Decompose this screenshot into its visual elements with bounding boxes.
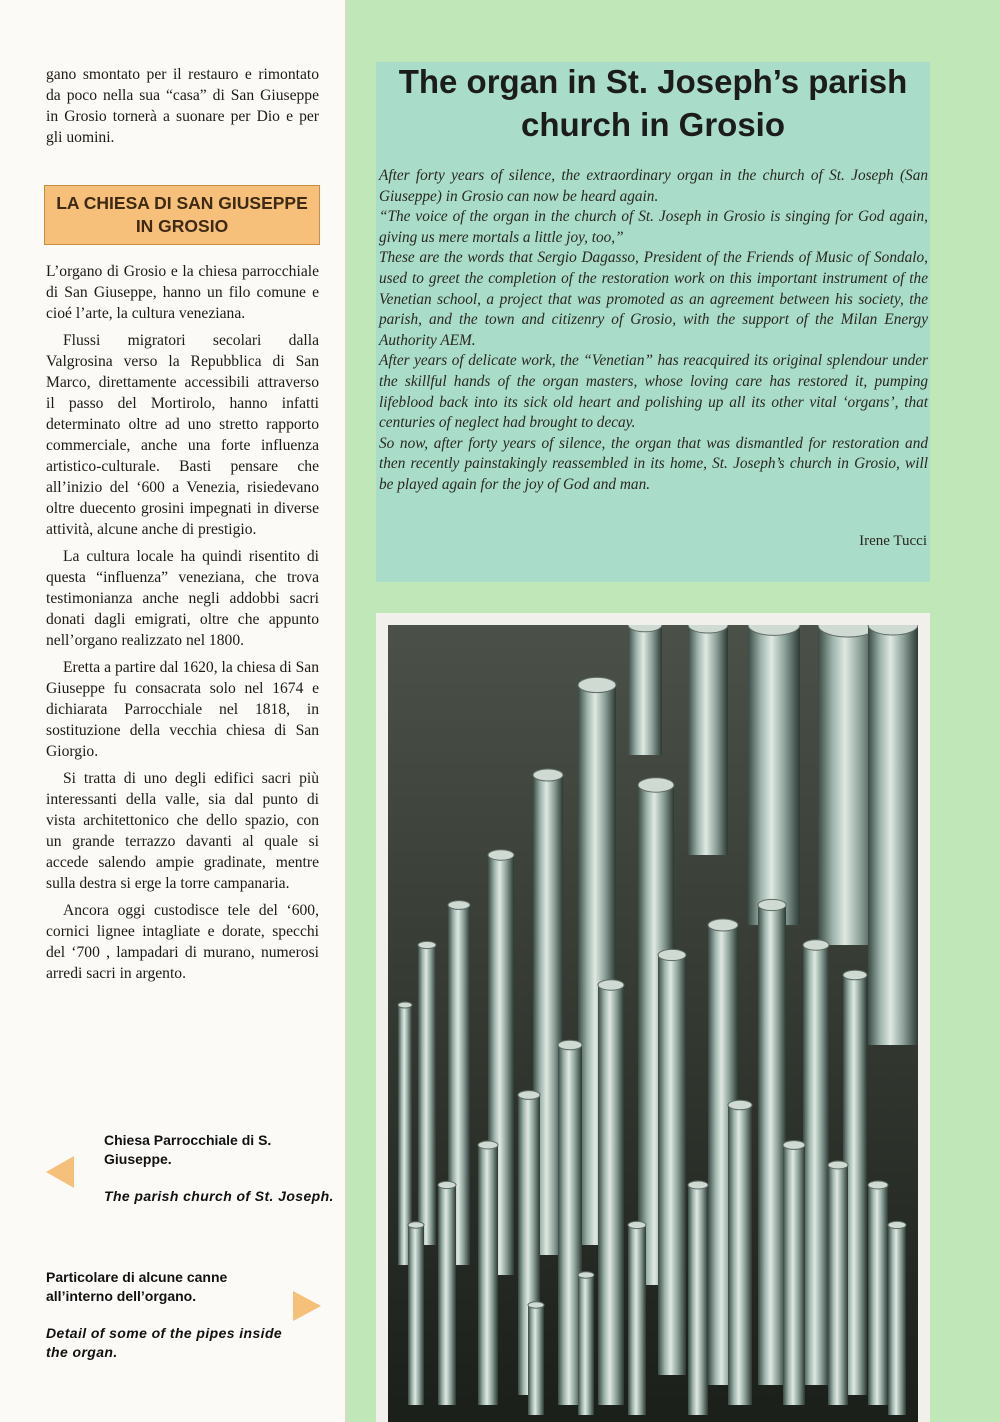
intro-paragraph: [46, 64, 319, 154]
caption-church: [104, 1131, 334, 1206]
organ-pipe: [803, 945, 829, 1385]
organ-pipe-top: [518, 1091, 540, 1100]
organ-pipe: [728, 1105, 752, 1405]
organ-pipe: [418, 945, 436, 1245]
organ-pipe: [828, 1165, 848, 1405]
organ-pipe: [888, 1225, 906, 1415]
organ-pipe-top: [758, 899, 786, 910]
organ-pipe-top: [533, 769, 563, 781]
organ-pipe: [628, 1225, 646, 1415]
organ-pipe: [438, 1185, 456, 1405]
organ-pipe: [868, 1185, 888, 1405]
organ-pipe-top: [688, 1181, 708, 1189]
organ-pipe-top: [578, 677, 616, 692]
organ-pipe-top: [598, 980, 624, 990]
organ-pipe-top: [488, 850, 514, 860]
organ-pipe-top: [398, 1002, 412, 1008]
arrow-right-icon: [293, 1291, 321, 1321]
organ-pipe-top: [708, 919, 738, 931]
paragraph: La cultura locale ha quindi risentito di questa “influenza” veneziana, che trova testimonianza anche negli addobbi sacri donati dagli emigrati, oltre che appunto nell’organo realizzato nel 1800.: [46, 548, 319, 649]
organ-pipe-top: [438, 1181, 456, 1188]
organ-pipe-top: [658, 949, 686, 960]
italian-article: [46, 261, 319, 990]
caption-italian: Particolare di alcune canne all’interno dell’organo.: [46, 1269, 228, 1304]
organ-pipe-top: [408, 1222, 424, 1228]
organ-pipe: [578, 1275, 594, 1415]
paragraph: Flussi migratori secolari dalla Valgrosina verso la Repubblica di San Marco, direttamente accessibili attraverso il passo del Mortirolo, hanno infatti determinato oltre ad uno stretto rapporto commerciale, anche una forte influenza artistico-culturale. Basti pensare che all’inizio del ‘600 a Venezia, risiedevano oltre duecento grosini impegnati in diverse attività, alcune anche di prestigio.: [46, 332, 319, 538]
organ-pipe-top: [418, 941, 436, 948]
organ-pipe: [408, 1225, 424, 1405]
organ-pipe: [658, 955, 686, 1375]
intro-text: gano smontato per il restauro e rimontato da poco nella sua “casa” di San Giuseppe in Grosio tornerà a suonare per Dio e per gli uomini.: [46, 66, 319, 146]
caption-english: Detail of some of the pipes inside the organ.: [46, 1325, 283, 1360]
organ-pipe: [868, 625, 918, 1045]
paragraph: Si tratta di uno degli edifici sacri più interessanti della valle, sia dal punto di vista architettonico che dello spazio, con un grande terrazzo davanti al quale si accede salendo ampie gradinate, mentre sulla destra si erge la torre campanaria.: [46, 770, 319, 892]
organ-pipe: [688, 1185, 708, 1415]
organ-pipe-top: [843, 970, 867, 980]
article-title: The organ in St. Joseph’s parish church in Grosio: [398, 63, 908, 143]
organ-pipe-top: [478, 1141, 498, 1149]
organ-pipe: [748, 625, 800, 925]
organ-pipe-top: [578, 1272, 594, 1278]
paragraph: L’organo di Grosio e la chiesa parrocchiale di San Giuseppe, hanno un filo comune e cioé l’arte, la cultura veneziana.: [46, 263, 319, 322]
organ-pipe: [758, 905, 786, 1385]
caption-english: The parish church of St. Joseph.: [104, 1188, 334, 1204]
organ-pipe: [478, 1145, 498, 1405]
organ-pipe-top: [638, 778, 674, 792]
organ-pipe: [628, 625, 662, 755]
author-name: Irene Tucci: [859, 533, 927, 549]
organ-pipes-photo: [376, 613, 930, 1422]
paragraph: So now, after forty years of silence, the organ that was dismantled for restoration and then recently painstakingly reassembled in its home, St. Joseph’s church in Grosio, will be played again for the joy of God and man.: [379, 434, 928, 493]
organ-pipe-top: [803, 940, 829, 950]
organ-pipe-top: [783, 1141, 805, 1150]
organ-pipe-top: [448, 901, 470, 910]
paragraph: After years of delicate work, the “Venetian” has reacquired its original splendour under the skillful hands of the organ masters, whose loving care has restored it, pumping lifeblood back into its sick old heart and polishing up all its other vital ‘organs’, that centuries of neglect had brought to decay.: [379, 352, 928, 432]
paragraph: These are the words that Sergio Dagasso, President of the Friends of Music of Sondalo, used to greet the completion of the restoration work on this important instrument of the Venetian school, a project that was promoted as an agreement between his society, the parish, and the town and citizenry of Grosio, with the support of the Milan Energy Authority AEM.: [379, 249, 928, 349]
paragraph: Eretta a partire dal 1620, la chiesa di San Giuseppe fu consacrata solo nel 1674 e dichiarata Parrocchiale nel 1818, in sostituzione della vecchia chiesa di San Giorgio.: [46, 659, 319, 760]
organ-pipe-top: [868, 1181, 888, 1189]
organ-pipe-top: [888, 1221, 906, 1228]
organ-pipe: [598, 985, 624, 1405]
article-body: [379, 166, 928, 496]
organ-pipe: [528, 1305, 544, 1415]
arrow-left-icon: [46, 1156, 74, 1188]
organ-pipe: [688, 625, 728, 855]
caption-pipes: [46, 1268, 296, 1362]
paragraph: Ancora oggi custodisce tele del ‘600, cornici lignee intagliate e dorate, specchi del ‘700 , lampadari di murano, numerosi arredi sacri in argento.: [46, 902, 319, 982]
paragraph: After forty years of silence, the extraordinary organ in the church of St. Joseph (San Giuseppe) in Grosio can now be heard again.: [379, 167, 928, 205]
organ-pipe-top: [828, 1161, 848, 1169]
organ-pipe: [783, 1145, 805, 1405]
section-heading: LA CHIESA DI SAN GIUSEPPE IN GROSIO: [44, 185, 320, 245]
paragraph: “The voice of the organ in the church of St. Joseph in Grosio is singing for God again, giving us mere mortals a little joy, too,”: [379, 208, 928, 246]
organ-pipes-image: [388, 625, 918, 1422]
organ-pipe-top: [528, 1302, 544, 1308]
organ-pipe-top: [628, 1221, 646, 1228]
organ-pipe-top: [558, 1040, 582, 1050]
caption-italian: Chiesa Parrocchiale di S. Giuseppe.: [104, 1132, 272, 1167]
organ-pipe-top: [728, 1100, 752, 1110]
